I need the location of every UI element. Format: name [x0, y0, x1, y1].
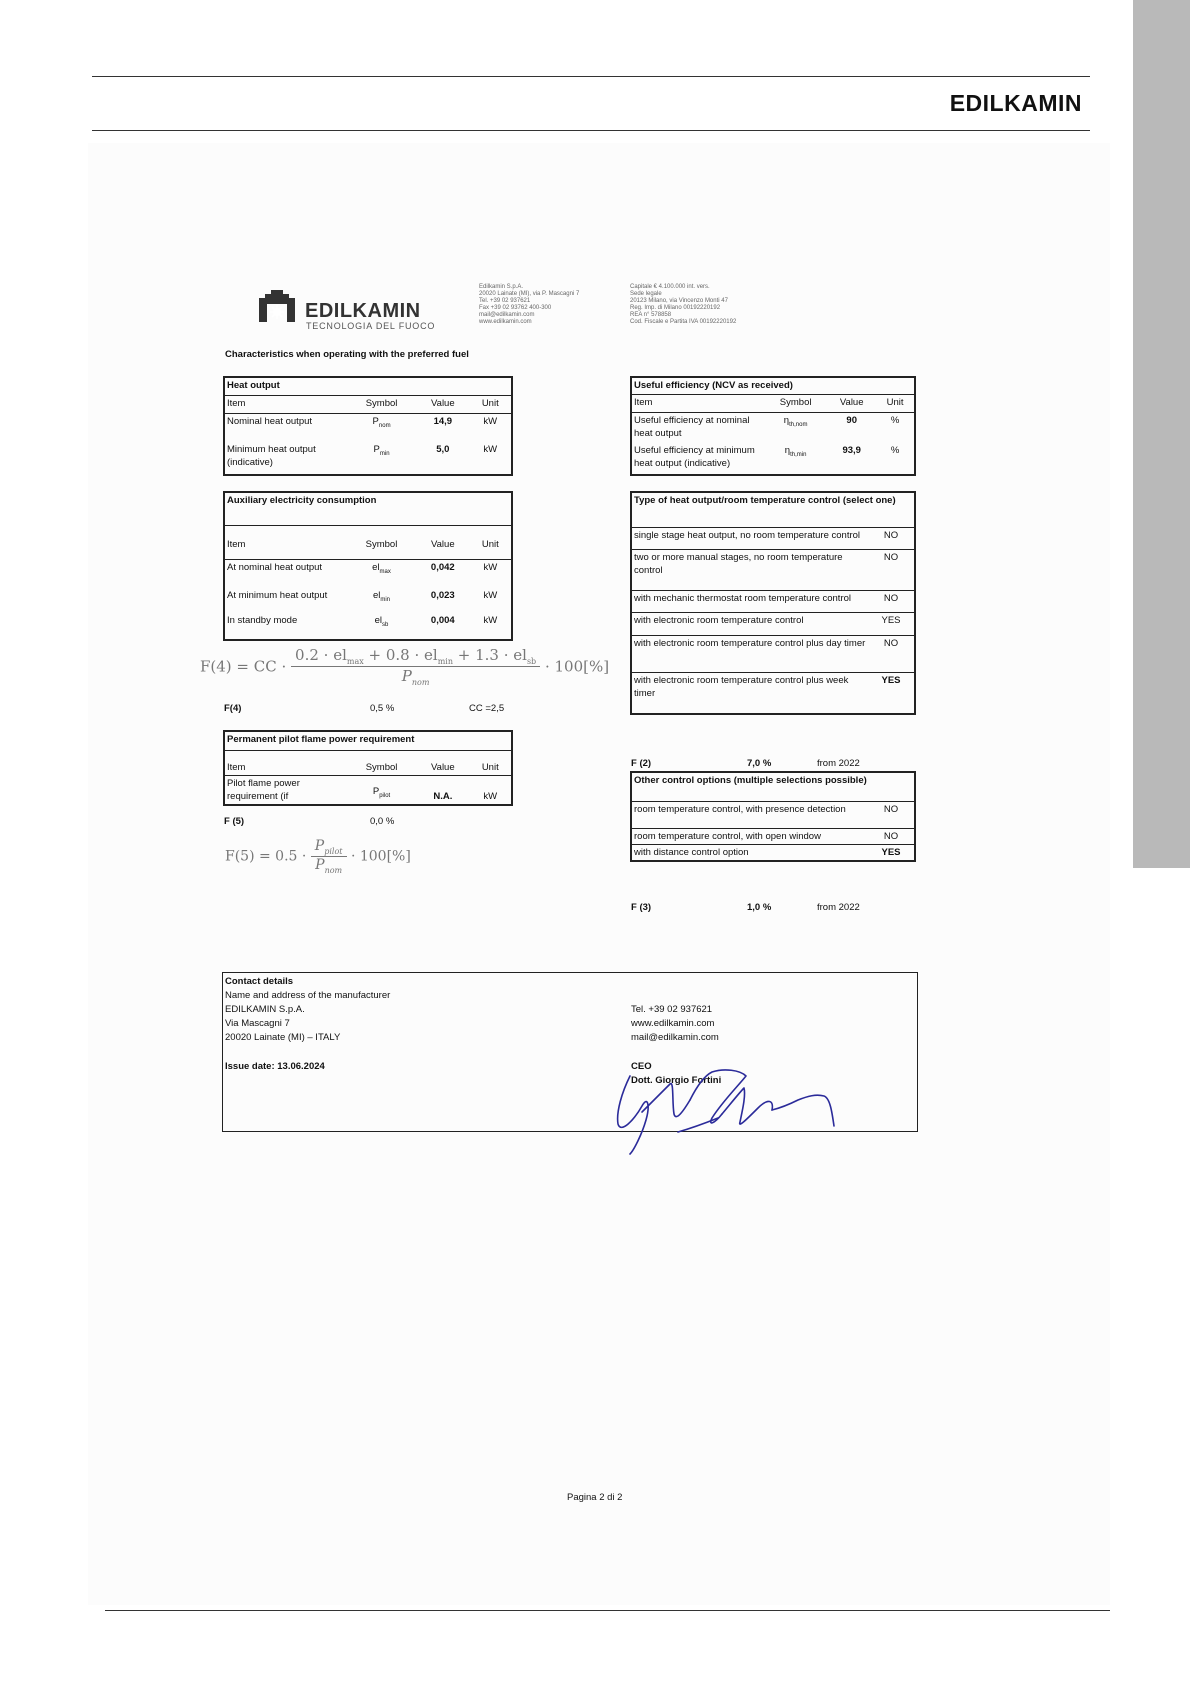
aux-electricity-table	[223, 491, 513, 641]
f3-value: 1,0 %	[747, 902, 772, 913]
letterhead-address-2: Capitale € 4.100.000 int. vers. Sede legale 20123 Milano, via Vincenzo Monti 47 Reg. Imp. di Milano 00192220192 REA n° 578858 Cod. Fiscale e Partita IVA 00192220192	[630, 284, 737, 325]
other-controls-title: Other control options (multiple selections possible)	[634, 775, 867, 786]
table-cell: Nominal heat output	[224, 414, 347, 443]
table-cell: $\eta_{th,nom}$	[764, 412, 827, 443]
table-cell: 93,9	[842, 445, 861, 457]
f3-label: F (3)	[631, 902, 652, 913]
table-cell: Minimum heat output (indicative)	[227, 444, 316, 469]
formula-rhs: · 100[%]	[544, 657, 610, 676]
table-cell: N.A.	[416, 776, 469, 806]
contact-subtitle: Name and address of the manufacturer	[225, 990, 391, 1001]
col-header: Item	[224, 396, 347, 414]
table-cell: $el_{min}$	[372, 590, 391, 604]
issue-date: Issue date: 13.06.2024	[225, 1061, 325, 1072]
table-cell: 90	[827, 412, 876, 443]
col-header: Value	[416, 751, 469, 776]
contact-city: 20020 Lainate (MI) – ITALY	[225, 1032, 341, 1043]
col-header: Unit	[470, 526, 512, 560]
letterhead-logo-icon	[257, 290, 297, 322]
col-header: Symbol	[347, 396, 416, 414]
aux-electricity-title: Auxiliary electricity consumption	[227, 495, 377, 506]
col-header: Item	[631, 395, 764, 412]
table-cell: with mechanic thermostat room temperature control	[631, 590, 868, 612]
control-type-table	[630, 491, 916, 715]
f4-label: F(4)	[224, 703, 242, 714]
table-cell: NO	[868, 528, 915, 550]
table-cell: Useful efficiency at nominal heat output	[631, 412, 764, 443]
table-cell: At minimum heat output	[227, 590, 328, 602]
header-top-rule	[92, 76, 1090, 77]
letterhead-address-1: Edilkamin S.p.A. 20020 Lainate (MI), via P. Mascagni 7 Tel. +39 02 937621 Fax +39 02 93762 400-300 mail@edilkamin.com www.edilkamin.com	[479, 284, 580, 325]
table-cell: NO	[868, 590, 915, 612]
table-cell: with electronic room temperature control plus week timer	[631, 673, 868, 714]
table-cell: 0,042	[416, 560, 470, 589]
f2-value: 7,0 %	[747, 758, 772, 769]
table-cell: kW	[483, 444, 498, 456]
contact-tel: Tel. +39 02 937621	[631, 1004, 713, 1015]
formula-lhs: F(4) = CC ·	[200, 657, 287, 676]
section-title: Characteristics when operating with the preferred fuel	[225, 349, 469, 360]
col-header: Symbol	[347, 526, 416, 560]
formula-rhs: · 100[%]	[350, 848, 411, 865]
col-header: Symbol	[347, 751, 416, 776]
table-cell: YES	[868, 613, 915, 636]
table-cell: $\eta_{th,min}$	[784, 445, 807, 459]
formula-numerator: $0.2 \cdot el_{max} + 0.8 \cdot el_{min} + 1.3 \cdot el_{sb}$	[291, 646, 540, 667]
table-cell: YES	[868, 845, 915, 862]
f2-note: from 2022	[817, 758, 860, 769]
col-header: Value	[416, 396, 469, 414]
table-cell: two or more manual stages, no room temperature control	[631, 550, 868, 591]
table-cell: 5,0	[436, 444, 450, 456]
side-tab	[1133, 0, 1190, 868]
useful-efficiency-table	[630, 376, 916, 476]
control-type-title: Type of heat output/room temperature control (select one)	[634, 495, 896, 506]
table-cell: $P_{nom}$	[347, 414, 416, 443]
f3-note: from 2022	[817, 902, 860, 913]
col-header: Value	[827, 395, 876, 412]
pilot-flame-table	[223, 730, 513, 806]
col-header: Item	[224, 751, 347, 776]
f4-value: 0,5 %	[370, 703, 395, 714]
contact-street: Via Mascagni 7	[225, 1018, 290, 1029]
pilot-flame-title: Permanent pilot flame power requirement	[227, 734, 415, 745]
formula-fraction	[311, 838, 347, 875]
contact-title: Contact details	[225, 976, 294, 987]
table-cell: $P_{min}$	[373, 444, 390, 458]
table-cell: 0,004	[430, 615, 455, 627]
table-cell: kW	[470, 560, 512, 589]
f4-formula	[200, 646, 609, 687]
heat-output-title: Heat output	[227, 380, 280, 391]
table-cell: with distance control option	[631, 845, 868, 862]
letterhead-tagline: TECNOLOGIA DEL FUOCO	[306, 321, 436, 331]
col-header: Unit	[470, 396, 512, 414]
table-cell: kW	[483, 615, 498, 627]
col-header: Item	[224, 526, 347, 560]
header-bottom-rule	[92, 130, 1090, 131]
table-cell: At nominal heat output	[224, 560, 347, 589]
formula-denominator: $P_{nom}$	[315, 856, 343, 875]
footer-rule	[105, 1610, 1110, 1611]
table-cell: In standby mode	[227, 615, 298, 627]
signer-role: CEO	[631, 1061, 652, 1072]
contact-company: EDILKAMIN S.p.A.	[225, 1004, 305, 1015]
page-brand-logo: EDILKAMIN	[949, 90, 1082, 116]
col-header: Value	[416, 526, 470, 560]
letterhead-company-name: EDILKAMIN	[305, 300, 421, 322]
table-cell: single stage heat output, no room temperature control	[631, 528, 868, 550]
f2-label: F (2)	[631, 758, 652, 769]
table-cell: NO	[868, 829, 915, 845]
table-cell: NO	[868, 636, 915, 673]
useful-efficiency-title: Useful efficiency (NCV as received)	[634, 380, 793, 391]
table-cell: $el_{sb}$	[374, 615, 389, 629]
f4-cc: CC =2,5	[469, 703, 505, 714]
table-cell: room temperature control, with open window	[631, 829, 868, 845]
table-cell: NO	[868, 802, 915, 829]
table-cell: room temperature control, with presence detection	[631, 802, 868, 829]
col-header: Symbol	[764, 395, 827, 412]
heat-output-table	[223, 376, 513, 476]
table-cell: %	[890, 445, 900, 457]
formula-fraction	[291, 646, 540, 687]
other-controls-table	[630, 771, 916, 862]
table-cell: with electronic room temperature control	[631, 613, 868, 636]
f5-formula	[225, 838, 411, 875]
f5-label: F (5)	[224, 816, 245, 827]
table-cell: 0,023	[430, 590, 455, 602]
col-header: Unit	[876, 395, 915, 412]
table-cell: kW	[483, 590, 498, 602]
table-cell: $P_{pilot}$	[347, 776, 416, 806]
signature	[612, 1062, 852, 1157]
page-footer: Pagina 2 di 2	[567, 1492, 623, 1503]
formula-lhs: F(5) = 0.5 ·	[225, 848, 307, 865]
table-cell: Pilot flame power requirement (if	[224, 776, 347, 806]
f5-value: 0,0 %	[370, 816, 395, 827]
table-cell: 14,9	[416, 414, 469, 443]
table-cell: kW	[470, 776, 512, 806]
table-cell: Useful efficiency at minimum heat output (indicative)	[634, 445, 755, 470]
table-cell: $el_{max}$	[347, 560, 416, 589]
formula-numerator: $P_{pilot}$	[311, 838, 347, 857]
table-cell: %	[876, 412, 915, 443]
table-cell: YES	[868, 673, 915, 714]
table-cell: kW	[470, 414, 512, 443]
formula-denominator: $P_{nom}$	[401, 667, 430, 687]
table-cell: NO	[868, 550, 915, 591]
contact-web: www.edilkamin.com	[631, 1018, 715, 1029]
contact-mail: mail@edilkamin.com	[631, 1032, 719, 1043]
table-cell: with electronic room temperature control plus day timer	[631, 636, 868, 673]
col-header: Unit	[470, 751, 512, 776]
signer-name: Dott. Giorgio Fortini	[631, 1075, 722, 1086]
